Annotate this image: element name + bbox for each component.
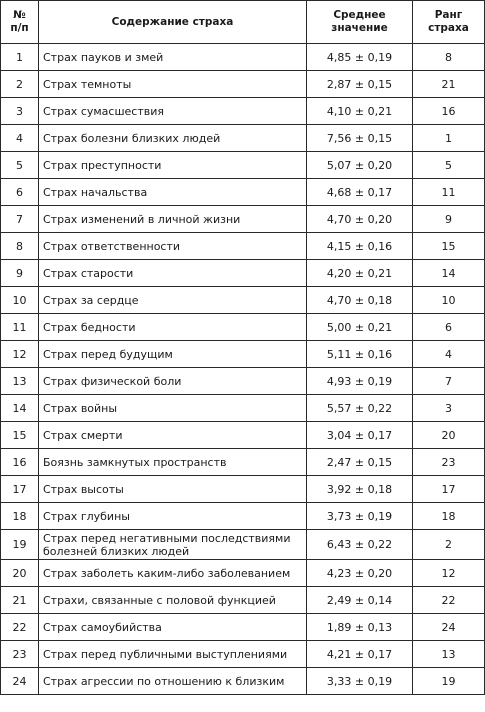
fear-name: Страх агрессии по отношению к близким: [39, 668, 307, 695]
row-number: 3: [1, 98, 39, 125]
row-number: 13: [1, 368, 39, 395]
fear-name: Страх начальства: [39, 179, 307, 206]
table-body: [1, 44, 485, 695]
mean-value: 1,89 ± 0,13: [307, 614, 413, 641]
fear-rank: 15: [413, 233, 485, 260]
table-row: [1, 560, 485, 587]
fear-name: Страх за сердце: [39, 287, 307, 314]
row-number: 23: [1, 641, 39, 668]
mean-value: 4,15 ± 0,16: [307, 233, 413, 260]
fear-name: Боязнь замкнутых пространств: [39, 449, 307, 476]
table-row: [1, 368, 485, 395]
fear-rank: 8: [413, 44, 485, 71]
table-row: [1, 449, 485, 476]
mean-value: 3,04 ± 0,17: [307, 422, 413, 449]
fear-rank: 11: [413, 179, 485, 206]
mean-value: 5,57 ± 0,22: [307, 395, 413, 422]
fear-rank: 1: [413, 125, 485, 152]
fear-name: Страх бедности: [39, 314, 307, 341]
fear-rank: 20: [413, 422, 485, 449]
mean-value: 4,20 ± 0,21: [307, 260, 413, 287]
fear-rank: 2: [413, 530, 485, 560]
row-number: 7: [1, 206, 39, 233]
fear-rank: 5: [413, 152, 485, 179]
row-number: 19: [1, 530, 39, 560]
row-number: 12: [1, 341, 39, 368]
mean-value: 7,56 ± 0,15: [307, 125, 413, 152]
fear-rank: 9: [413, 206, 485, 233]
mean-value: 4,70 ± 0,20: [307, 206, 413, 233]
table-row: [1, 98, 485, 125]
fear-rank: 17: [413, 476, 485, 503]
row-number: 6: [1, 179, 39, 206]
fear-name: Страх физической боли: [39, 368, 307, 395]
fear-rank: 10: [413, 287, 485, 314]
fear-name: Страх перед будущим: [39, 341, 307, 368]
fear-rank: 22: [413, 587, 485, 614]
row-number: 17: [1, 476, 39, 503]
mean-value: 5,00 ± 0,21: [307, 314, 413, 341]
fear-rank: 23: [413, 449, 485, 476]
mean-value: 5,11 ± 0,16: [307, 341, 413, 368]
fear-rank: 12: [413, 560, 485, 587]
mean-value: 4,21 ± 0,17: [307, 641, 413, 668]
header-row: [1, 1, 485, 44]
fear-name: Страх смерти: [39, 422, 307, 449]
header-fear-rank: Ранг страха: [413, 1, 485, 44]
fear-name: Страх высоты: [39, 476, 307, 503]
row-number: 9: [1, 260, 39, 287]
fear-rank: 6: [413, 314, 485, 341]
table-row: [1, 530, 485, 560]
fear-name: Страх перед негативными последствиями болезней близких людей: [39, 530, 307, 560]
table-row: [1, 641, 485, 668]
row-number: 8: [1, 233, 39, 260]
fear-name: Страх самоубийства: [39, 614, 307, 641]
table-row: [1, 476, 485, 503]
fear-name: Страхи, связанные с половой функцией: [39, 587, 307, 614]
table-row: [1, 587, 485, 614]
mean-value: 4,70 ± 0,18: [307, 287, 413, 314]
table-row: [1, 206, 485, 233]
table-row: [1, 152, 485, 179]
row-number: 10: [1, 287, 39, 314]
table-row: [1, 668, 485, 695]
table-header: [1, 1, 485, 44]
row-number: 21: [1, 587, 39, 614]
fear-rank: 24: [413, 614, 485, 641]
fear-name: Страх старости: [39, 260, 307, 287]
fear-name: Страх войны: [39, 395, 307, 422]
mean-value: 3,73 ± 0,19: [307, 503, 413, 530]
mean-value: 5,07 ± 0,20: [307, 152, 413, 179]
table-row: [1, 71, 485, 98]
row-number: 11: [1, 314, 39, 341]
header-number: № п/п: [1, 1, 39, 44]
header-fear-content: Содержание страха: [39, 1, 307, 44]
table-row: [1, 422, 485, 449]
fear-rank: 4: [413, 341, 485, 368]
table-row: [1, 395, 485, 422]
row-number: 1: [1, 44, 39, 71]
mean-value: 2,47 ± 0,15: [307, 449, 413, 476]
fear-rank: 19: [413, 668, 485, 695]
mean-value: 4,93 ± 0,19: [307, 368, 413, 395]
fear-name: Страх преступности: [39, 152, 307, 179]
row-number: 24: [1, 668, 39, 695]
mean-value: 4,85 ± 0,19: [307, 44, 413, 71]
table-row: [1, 125, 485, 152]
table-row: [1, 179, 485, 206]
table-row: [1, 314, 485, 341]
fear-name: Страх перед публичными выступлениями: [39, 641, 307, 668]
header-mean-value: Среднее значение: [307, 1, 413, 44]
mean-value: 2,87 ± 0,15: [307, 71, 413, 98]
fear-name: Страх сумасшествия: [39, 98, 307, 125]
row-number: 18: [1, 503, 39, 530]
fear-name: Страх пауков и змей: [39, 44, 307, 71]
table-row: [1, 44, 485, 71]
fear-name: Страх изменений в личной жизни: [39, 206, 307, 233]
fear-rank: 14: [413, 260, 485, 287]
fear-rank: 21: [413, 71, 485, 98]
table-row: [1, 260, 485, 287]
table-row: [1, 614, 485, 641]
table-row: [1, 503, 485, 530]
table-row: [1, 287, 485, 314]
mean-value: 4,68 ± 0,17: [307, 179, 413, 206]
row-number: 4: [1, 125, 39, 152]
mean-value: 3,92 ± 0,18: [307, 476, 413, 503]
row-number: 2: [1, 71, 39, 98]
mean-value: 4,23 ± 0,20: [307, 560, 413, 587]
fear-name: Страх болезни близких людей: [39, 125, 307, 152]
row-number: 5: [1, 152, 39, 179]
fear-rank: 7: [413, 368, 485, 395]
table-row: [1, 233, 485, 260]
row-number: 22: [1, 614, 39, 641]
fear-rank: 16: [413, 98, 485, 125]
table-row: [1, 341, 485, 368]
mean-value: 6,43 ± 0,22: [307, 530, 413, 560]
mean-value: 2,49 ± 0,14: [307, 587, 413, 614]
fear-name: Страх глубины: [39, 503, 307, 530]
fear-name: Страх заболеть каким-либо заболеванием: [39, 560, 307, 587]
fear-name: Страх ответственности: [39, 233, 307, 260]
row-number: 20: [1, 560, 39, 587]
fear-rank: 18: [413, 503, 485, 530]
fear-rank: 13: [413, 641, 485, 668]
row-number: 15: [1, 422, 39, 449]
fear-name: Страх темноты: [39, 71, 307, 98]
mean-value: 3,33 ± 0,19: [307, 668, 413, 695]
row-number: 14: [1, 395, 39, 422]
row-number: 16: [1, 449, 39, 476]
mean-value: 4,10 ± 0,21: [307, 98, 413, 125]
fear-rank: 3: [413, 395, 485, 422]
